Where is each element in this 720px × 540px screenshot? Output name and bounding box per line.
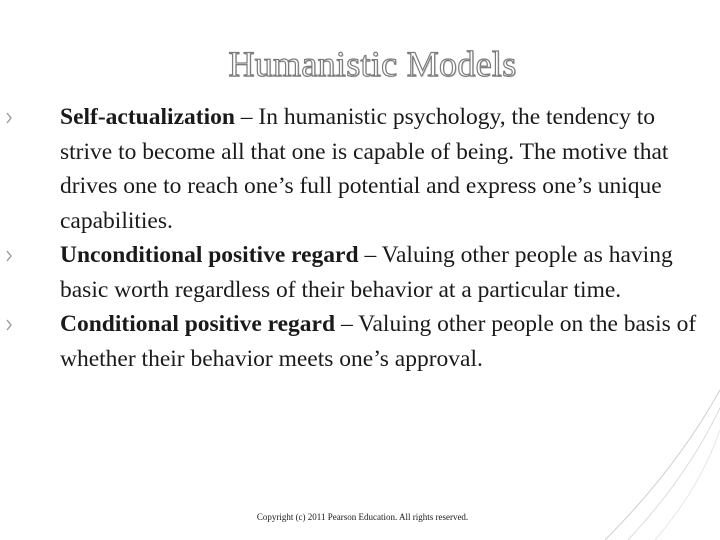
bullet-definition: In humanistic psychology, the tendency to strive to become all that one is capable of being. The motive that drives one to reach one’s full potential and express one’s unique capabilities. bbox=[60, 104, 669, 234]
slide-title: Humanistic Models bbox=[228, 44, 517, 84]
bullet-term: Conditional positive regard bbox=[60, 311, 336, 337]
bullet-term: Unconditional positive regard bbox=[60, 242, 359, 268]
bullet-marker-icon bbox=[6, 250, 12, 262]
bullet-marker-icon bbox=[6, 319, 12, 331]
bullet-marker-icon bbox=[6, 112, 12, 124]
bullet-separator: – bbox=[234, 104, 259, 130]
bullet-separator: – bbox=[335, 311, 359, 337]
bullet-term: Self-actualization bbox=[60, 104, 235, 130]
bullet-item-conditional-positive-regard bbox=[0, 307, 700, 376]
bullet-item-unconditional-positive-regard bbox=[0, 238, 700, 307]
bullet-definition: Valuing other people on the basis of whether their behavior meets one’s approval. bbox=[60, 311, 697, 372]
bullet-item-self-actualization bbox=[0, 100, 700, 238]
bullet-definition: Valuing other people as having basic worth regardless of their behavior at a particular time. bbox=[60, 242, 673, 303]
bullet-list bbox=[0, 100, 720, 376]
copyright-footer: Copyright (c) 2011 Pearson Education. All rights reserved. bbox=[256, 512, 469, 522]
bullet-separator: – bbox=[358, 242, 382, 268]
